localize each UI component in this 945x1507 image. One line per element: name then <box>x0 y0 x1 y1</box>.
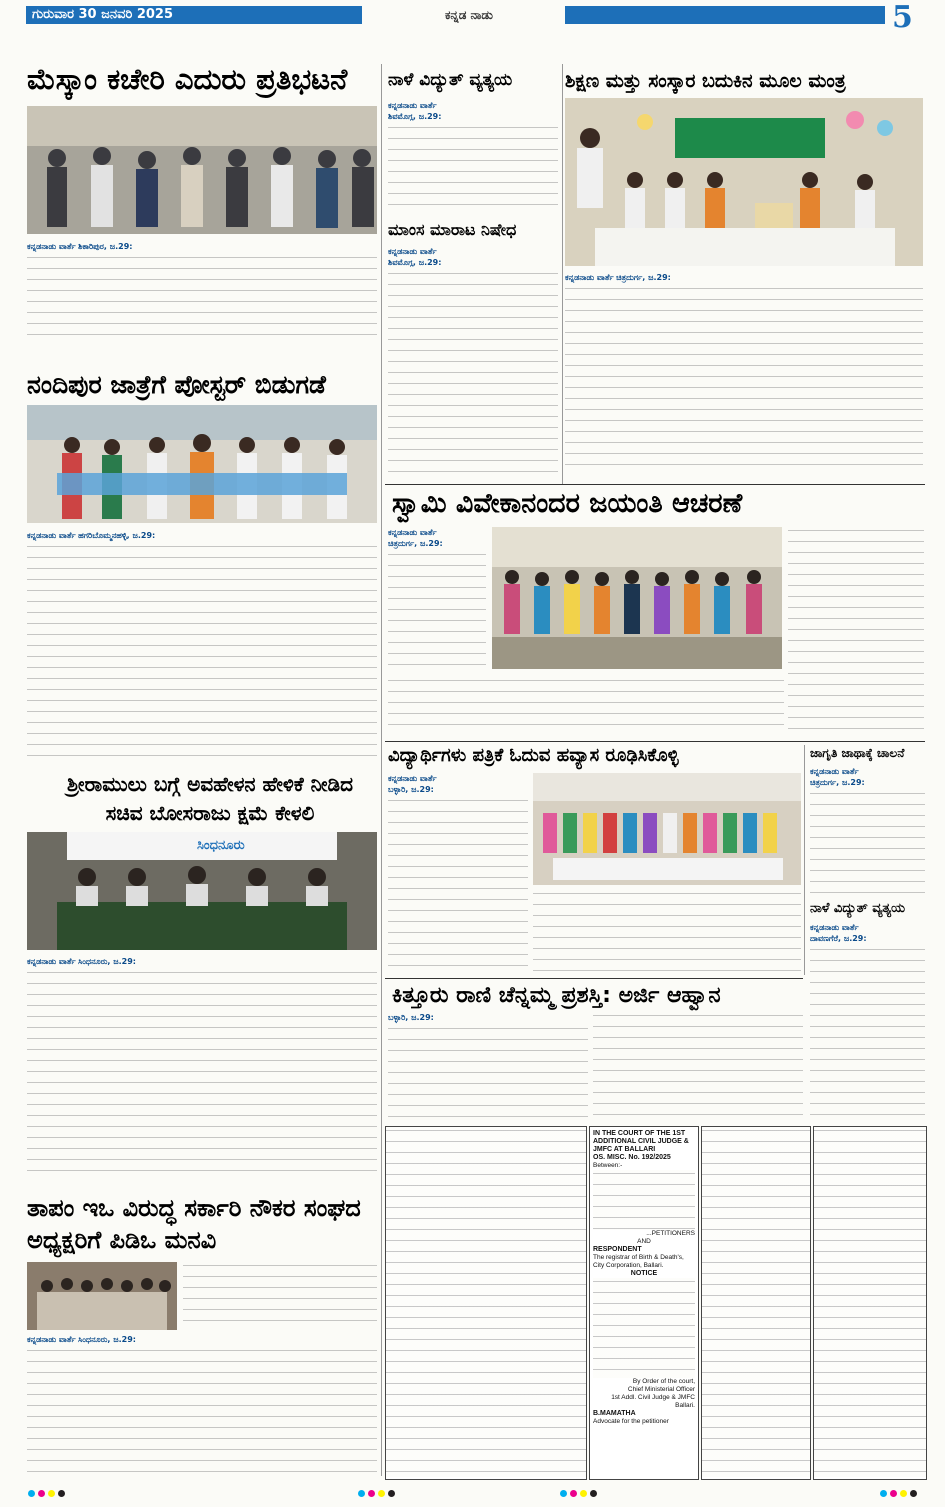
body-text <box>533 890 801 972</box>
court-officer: Chief Ministerial Officer <box>627 1386 695 1393</box>
headline-power-cut: ನಾಳೆ ವಿದ್ಯುತ್ ವ್ಯತ್ಯಯ <box>388 70 513 90</box>
body-text <box>388 797 528 973</box>
body-text <box>565 285 923 475</box>
body-text <box>388 551 486 675</box>
dateline: ಕನ್ನಡನಾಡು ವಾರ್ತೆ <box>810 923 859 932</box>
section-rule <box>385 741 925 742</box>
advocate-name: B.MAMATHA <box>593 1410 636 1417</box>
magenta-dot <box>368 1490 375 1497</box>
dateline: ಕನ್ನಡನಾಡು ವಾರ್ತೆ <box>388 528 437 537</box>
dateline: ಕನ್ನಡನಾಡು ವಾರ್ತೆ <box>27 531 76 540</box>
cyan-dot <box>28 1490 35 1497</box>
photo-mescom-protest <box>27 106 377 234</box>
body-vivekananda-right <box>788 527 924 737</box>
headline-kittur-award: ಕಿತ್ತೂರು ರಾಣಿ ಚೆನ್ನಮ್ಮ ಪ್ರಶಸ್ತಿ: ಅರ್ಜಿ ಆಹ್ವಾನ <box>392 983 721 1008</box>
legal-notice-1 <box>385 1126 587 1480</box>
place: ಚಿತ್ರದುರ್ಗ, ಜ.29: <box>388 539 443 548</box>
yellow-dot <box>378 1490 385 1497</box>
court-case: OS. MISC. No. 192/2025 <box>593 1154 671 1161</box>
dateline: ಕನ್ನಡನಾಡು ವಾರ್ತೆ <box>565 273 614 282</box>
body-vivekananda-left <box>388 527 486 675</box>
body-text <box>27 969 377 1175</box>
column-rule <box>804 745 805 975</box>
black-dot <box>590 1490 597 1497</box>
dateline: ಕನ್ನಡನಾಡು ವಾರ್ತೆ <box>388 101 437 110</box>
legal-notice-3 <box>701 1126 811 1480</box>
court-respondent-text: The registrar of Birth & Death's, City Corporation, Ballari. <box>593 1254 684 1269</box>
body-text <box>388 270 558 478</box>
print-registration-marks <box>0 1484 945 1507</box>
body-power-cut <box>388 100 558 212</box>
place: ದಾವಣಗೆರೆ, ಜ.29: <box>810 934 867 943</box>
body-awareness-rally <box>810 766 925 896</box>
headline-meat-ban: ಮಾಂಸ ಮಾರಾಟ ನಿಷೇಧ <box>388 220 517 239</box>
banner-text: ಸಿಂಧನೂರು <box>197 838 245 853</box>
body-text <box>27 543 377 757</box>
memorandum-image <box>27 1262 177 1330</box>
court-and: AND <box>637 1238 651 1245</box>
body-text <box>810 790 925 896</box>
body-text <box>27 1347 377 1477</box>
legal-notice-4 <box>813 1126 927 1480</box>
place: ಚಿತ್ರದುರ್ಗ, ಜ.29: <box>810 778 865 787</box>
body-text <box>27 254 377 341</box>
college-event-image <box>492 527 782 669</box>
headline-taapam-eo: ತಾಪಂ ಇಒ ವಿರುದ್ಧ ಸರ್ಕಾರಿ ನೌಕರ ಸಂಘದ ಅಧ್ಯಕ್ಷರಿಗೆ ಪಿಡಿಒ ಮನವಿ <box>27 1194 361 1254</box>
headline-education: ಶಿಕ್ಷಣ ಮತ್ತು ಸಂಸ್ಕಾರ ಬದುಕಿನ ಮೂಲ ಮಂತ್ರ <box>565 70 846 92</box>
body-kittur-award-2 <box>593 1012 803 1124</box>
place: ಶಿಕಾರಿಪುರ, ಜ.29: <box>78 242 133 251</box>
place: ಹಗರಿಬೊಮ್ಮನಹಳ್ಳಿ, ಜ.29: <box>78 531 156 540</box>
headline-vivekananda: ಸ್ವಾಮಿ ವಿವೇಕಾನಂದರ ಜಯಂತಿ ಆಚರಣೆ <box>392 488 743 519</box>
yellow-dot <box>580 1490 587 1497</box>
section-rule <box>385 484 925 485</box>
body-vivekananda-bottom <box>388 677 784 737</box>
notice-text <box>386 1127 586 1477</box>
dateline: ಬಳ್ಳಾರಿ, ಜ.29: <box>388 1013 434 1022</box>
dateline: ಕನ್ನಡನಾಡು ವಾರ್ತೆ <box>810 767 859 776</box>
masthead <box>0 0 945 44</box>
notice-text <box>702 1127 810 1477</box>
cyan-dot <box>358 1490 365 1497</box>
column-rule <box>381 64 382 1476</box>
place: ಸಿಂಧನೂರು, ಜ.29: <box>78 957 136 966</box>
magenta-dot <box>38 1490 45 1497</box>
photo-taapam-eo <box>27 1262 177 1330</box>
notice-body <box>593 1278 695 1378</box>
photo-vivekananda <box>492 527 782 669</box>
headline-power-cut-2: ನಾಳೆ ವಿದ್ಯುತ್ ವ್ಯತ್ಯಯ <box>810 901 906 916</box>
page-number: 5 <box>892 0 913 35</box>
body-text <box>183 1262 377 1328</box>
body-nandipura-poster <box>27 530 377 758</box>
black-dot <box>388 1490 395 1497</box>
body-text <box>788 527 924 735</box>
photo-education <box>565 98 923 266</box>
headline-sriramulu: ಶ್ರೀರಾಮುಲು ಬಗ್ಗೆ ಅವಹೇಳನ ಹೇಳಿಕೆ ನೀಡಿದ ಸಚಿವ ಬೋಸರಾಜು ಕ್ಷಮೆ ಕೇಳಲಿ <box>66 772 354 825</box>
photo-nandipura-poster <box>27 405 377 523</box>
petitioner-list <box>593 1170 695 1230</box>
dateline: ಕನ್ನಡನಾಡು ವಾರ್ತೆ <box>388 774 437 783</box>
headline-nandipura-poster: ನಂದಿಪುರ ಜಾತ್ರೆಗೆ ಪೋಸ್ಟರ್ ಬಿಡುಗಡೆ <box>27 370 326 399</box>
body-students-newspaper-left <box>388 773 528 973</box>
place: ಶಿವಮೊಗ್ಗ, ಜ.29: <box>388 258 442 267</box>
headline-students-newspaper: ವಿದ್ಯಾರ್ಥಿಗಳು ಪತ್ರಿಕೆ ಓದುವ ಹವ್ಯಾಸ ರೂಢಿಸಿಕೊಳ್ಳಿ <box>388 745 679 766</box>
dateline: ಕನ್ನಡನಾಡು ವಾರ್ತೆ <box>388 247 437 256</box>
section-rule <box>385 978 803 979</box>
masthead-bar <box>565 6 885 24</box>
court-name: 1st Addl. Civil Judge & JMFC Ballari. <box>611 1394 695 1409</box>
court-petitioners: ...PETITIONERS <box>646 1230 695 1237</box>
place: ಚಿತ್ರದುರ್ಗ, ಜ.29: <box>616 273 671 282</box>
cyan-dot <box>880 1490 887 1497</box>
court-between: Between:- <box>593 1162 623 1169</box>
photo-students-newspaper <box>533 773 801 885</box>
students-image <box>533 773 801 885</box>
dateline: ಕನ್ನಡನಾಡು ವಾರ್ತೆ <box>27 242 76 251</box>
body-students-newspaper-right <box>533 890 801 974</box>
black-dot <box>58 1490 65 1497</box>
body-meat-ban <box>388 246 558 478</box>
yellow-dot <box>48 1490 55 1497</box>
headline-awareness-rally: ಜಾಗೃತಿ ಜಾಥಾಕ್ಕೆ ಚಾಲನೆ <box>810 746 905 760</box>
dateline: ಕನ್ನಡನಾಡು ವಾರ್ತೆ <box>27 1335 76 1344</box>
magenta-dot <box>570 1490 577 1497</box>
court-by-order: By Order of the court, <box>632 1378 695 1385</box>
photo-sriramulu <box>27 832 377 950</box>
column-rule <box>562 64 563 484</box>
body-taapam-eo <box>27 1334 377 1479</box>
body-mescom-protest <box>27 241 377 341</box>
yellow-dot <box>900 1490 907 1497</box>
body-power-cut-2 <box>810 922 925 1122</box>
court-notice-word: NOTICE <box>630 1270 658 1277</box>
cyan-dot <box>560 1490 567 1497</box>
notice-text <box>814 1127 926 1477</box>
body-sriramulu <box>27 956 377 1176</box>
court-notice-text <box>590 1127 698 1429</box>
court-respondent: RESPONDENT <box>593 1246 642 1253</box>
body-kittur-award <box>388 1012 588 1124</box>
advocate-role: Advocate for the petitioner <box>593 1418 669 1425</box>
black-dot <box>910 1490 917 1497</box>
body-text <box>388 124 558 212</box>
body-text <box>388 1025 588 1123</box>
body-text <box>388 677 784 735</box>
place: ಶಿವಮೊಗ್ಗ, ಜ.29: <box>388 112 442 121</box>
court-title: IN THE COURT OF THE 1ST ADDITIONAL CIVIL JUDGE & JMFC AT BALLARI <box>593 1130 689 1153</box>
body-text <box>593 1012 803 1122</box>
stage-event-image <box>565 98 923 266</box>
body-education <box>565 272 923 476</box>
headline-mescom-protest: ಮೆಸ್ಕಾಂ ಕಚೇರಿ ಎದುರು ಪ್ರತಿಭಟನೆ <box>27 62 348 96</box>
magenta-dot <box>890 1490 897 1497</box>
dateline: ಕನ್ನಡನಾಡು ವಾರ್ತೆ <box>27 957 76 966</box>
court-notice <box>589 1126 699 1480</box>
place: ಸಿಂಧನೂರು, ಜ.29: <box>78 1335 136 1344</box>
paper-name: ಕನ್ನಡ ನಾಡು <box>445 8 493 22</box>
place: ಬಳ್ಳಾರಿ, ಜ.29: <box>388 785 434 794</box>
body-text <box>810 946 925 1122</box>
group-photo-image <box>27 106 377 234</box>
poster-release-image <box>27 405 377 523</box>
date-bar: ಗುರುವಾರ 30 ಜನವರಿ 2025 <box>26 6 362 24</box>
body-taapam-eo-top <box>183 1262 377 1330</box>
